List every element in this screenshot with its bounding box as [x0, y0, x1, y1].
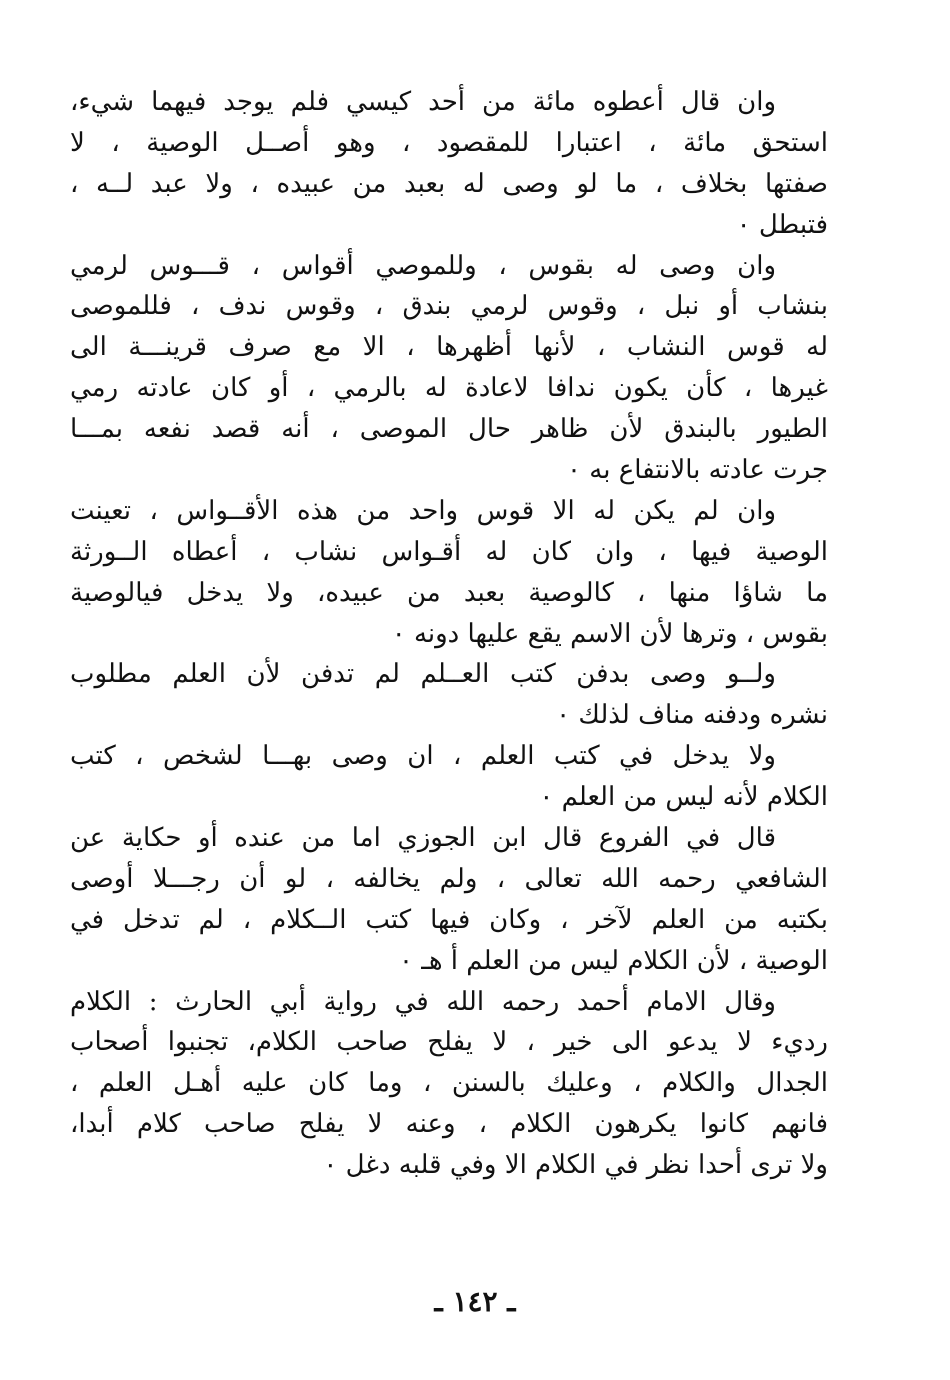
text-line: وقال الامام أحمد رحمه الله في رواية أبي الحارث : الكلام — [70, 986, 776, 1017]
text-line: ولا ترى أحدا نظر في الكلام الا وفي قلبه دغل ٠ — [323, 1150, 828, 1181]
page-number: ـ ١٤٢ ـ — [434, 1285, 516, 1318]
text-line: وان لم يكن له الا قوس واحد من هذه الأقــواس ، تعينت — [70, 495, 776, 526]
text-line: له قوس النشاب ، لأنها أظهرها ، الا مع صرف قرينـــة الى — [70, 332, 828, 363]
text-line: الكلام لأنه ليس من العلم ٠ — [539, 782, 828, 813]
text-line: ما شاؤا منها ، كالوصية بعبد من عبيده، ولا يدخل فيالوصية — [70, 577, 828, 608]
text-line: نشره ودفنه مناف لذلك ٠ — [556, 700, 828, 731]
paragraph — [70, 818, 828, 982]
text-line: جرت عادته بالانتفاع به ٠ — [567, 455, 828, 486]
page-body — [70, 82, 828, 1186]
text-line: ولا يدخل في كتب العلم ، ان وصى بهـــا لشخص ، كتب — [70, 741, 776, 772]
text-line: الوصية ، لأن الكلام ليس من العلم أ هـ ٠ — [398, 945, 828, 976]
text-line: ولــو وصى بدفن كتب العــلم لم تدفن لأن العلم مطلوب — [70, 659, 776, 690]
text-line: بنشاب أو نبل ، وقوس لرمي بندق ، وقوس ندف ، فللموصى — [70, 291, 828, 322]
text-line: فانهم كانوا يكرهون الكلام ، وعنه لا يفلح صاحب كلام أبدا، — [70, 1109, 828, 1140]
text-line: الوصية فيها ، وان كان له أقـواس نشاب ، أعطاه الــورثة — [70, 536, 828, 567]
text-line: الطيور بالبندق لأن ظاهر حال الموصى ، أنه قصد نفعه بمـــا — [70, 414, 828, 445]
text-line: الجدال والكلام ، وعليك بالسنن ، وما كان عليه أهـل العلم ، — [70, 1068, 828, 1099]
text-line: بقوس ، وترها لأن الاسم يقع عليها دونه ٠ — [391, 618, 828, 649]
text-line: وان وصى له بقوس ، وللموصي أقواس ، قـــوس لرمي — [70, 250, 776, 281]
text-line: بكتبه من العلم لآخر ، وكان فيها كتب الــكلام ، لم تدخل في — [70, 904, 828, 935]
text-line: صفتها بخلاف ، ما لو وصى له بعبد من عبيده ، ولا عبد لــه ، — [70, 168, 828, 199]
paragraph — [70, 982, 828, 1186]
paragraph — [70, 246, 828, 491]
text-line: الشافعي رحمه الله تعالى ، ولم يخالفه ، لو أن رجـــلا أوصى — [70, 863, 828, 894]
text-line: رديء لا يدعو الى خير ، لا يفلح صاحب الكلام، تجنبوا أصحاب — [70, 1027, 828, 1058]
text-line: استحق مائة ، اعتبارا للمقصود ، وهو أصــل الوصية ، لا — [70, 127, 828, 158]
text-line: غيرها ، كأن يكون ندافا لاعادة له بالرمي ، أو كان عادته رمي — [70, 373, 828, 404]
text-line: قال في الفروع قال ابن الجوزي اما من عنده أو حكاية عن — [70, 823, 776, 854]
paragraph — [70, 491, 828, 655]
paragraph — [70, 736, 828, 818]
paragraph — [70, 82, 828, 246]
text-line: فتبطل ٠ — [736, 209, 828, 240]
paragraph — [70, 654, 828, 736]
text-line: وان قال أعطوه مائة من أحد كيسي فلم يوجد فيهما شيء، — [70, 87, 776, 117]
